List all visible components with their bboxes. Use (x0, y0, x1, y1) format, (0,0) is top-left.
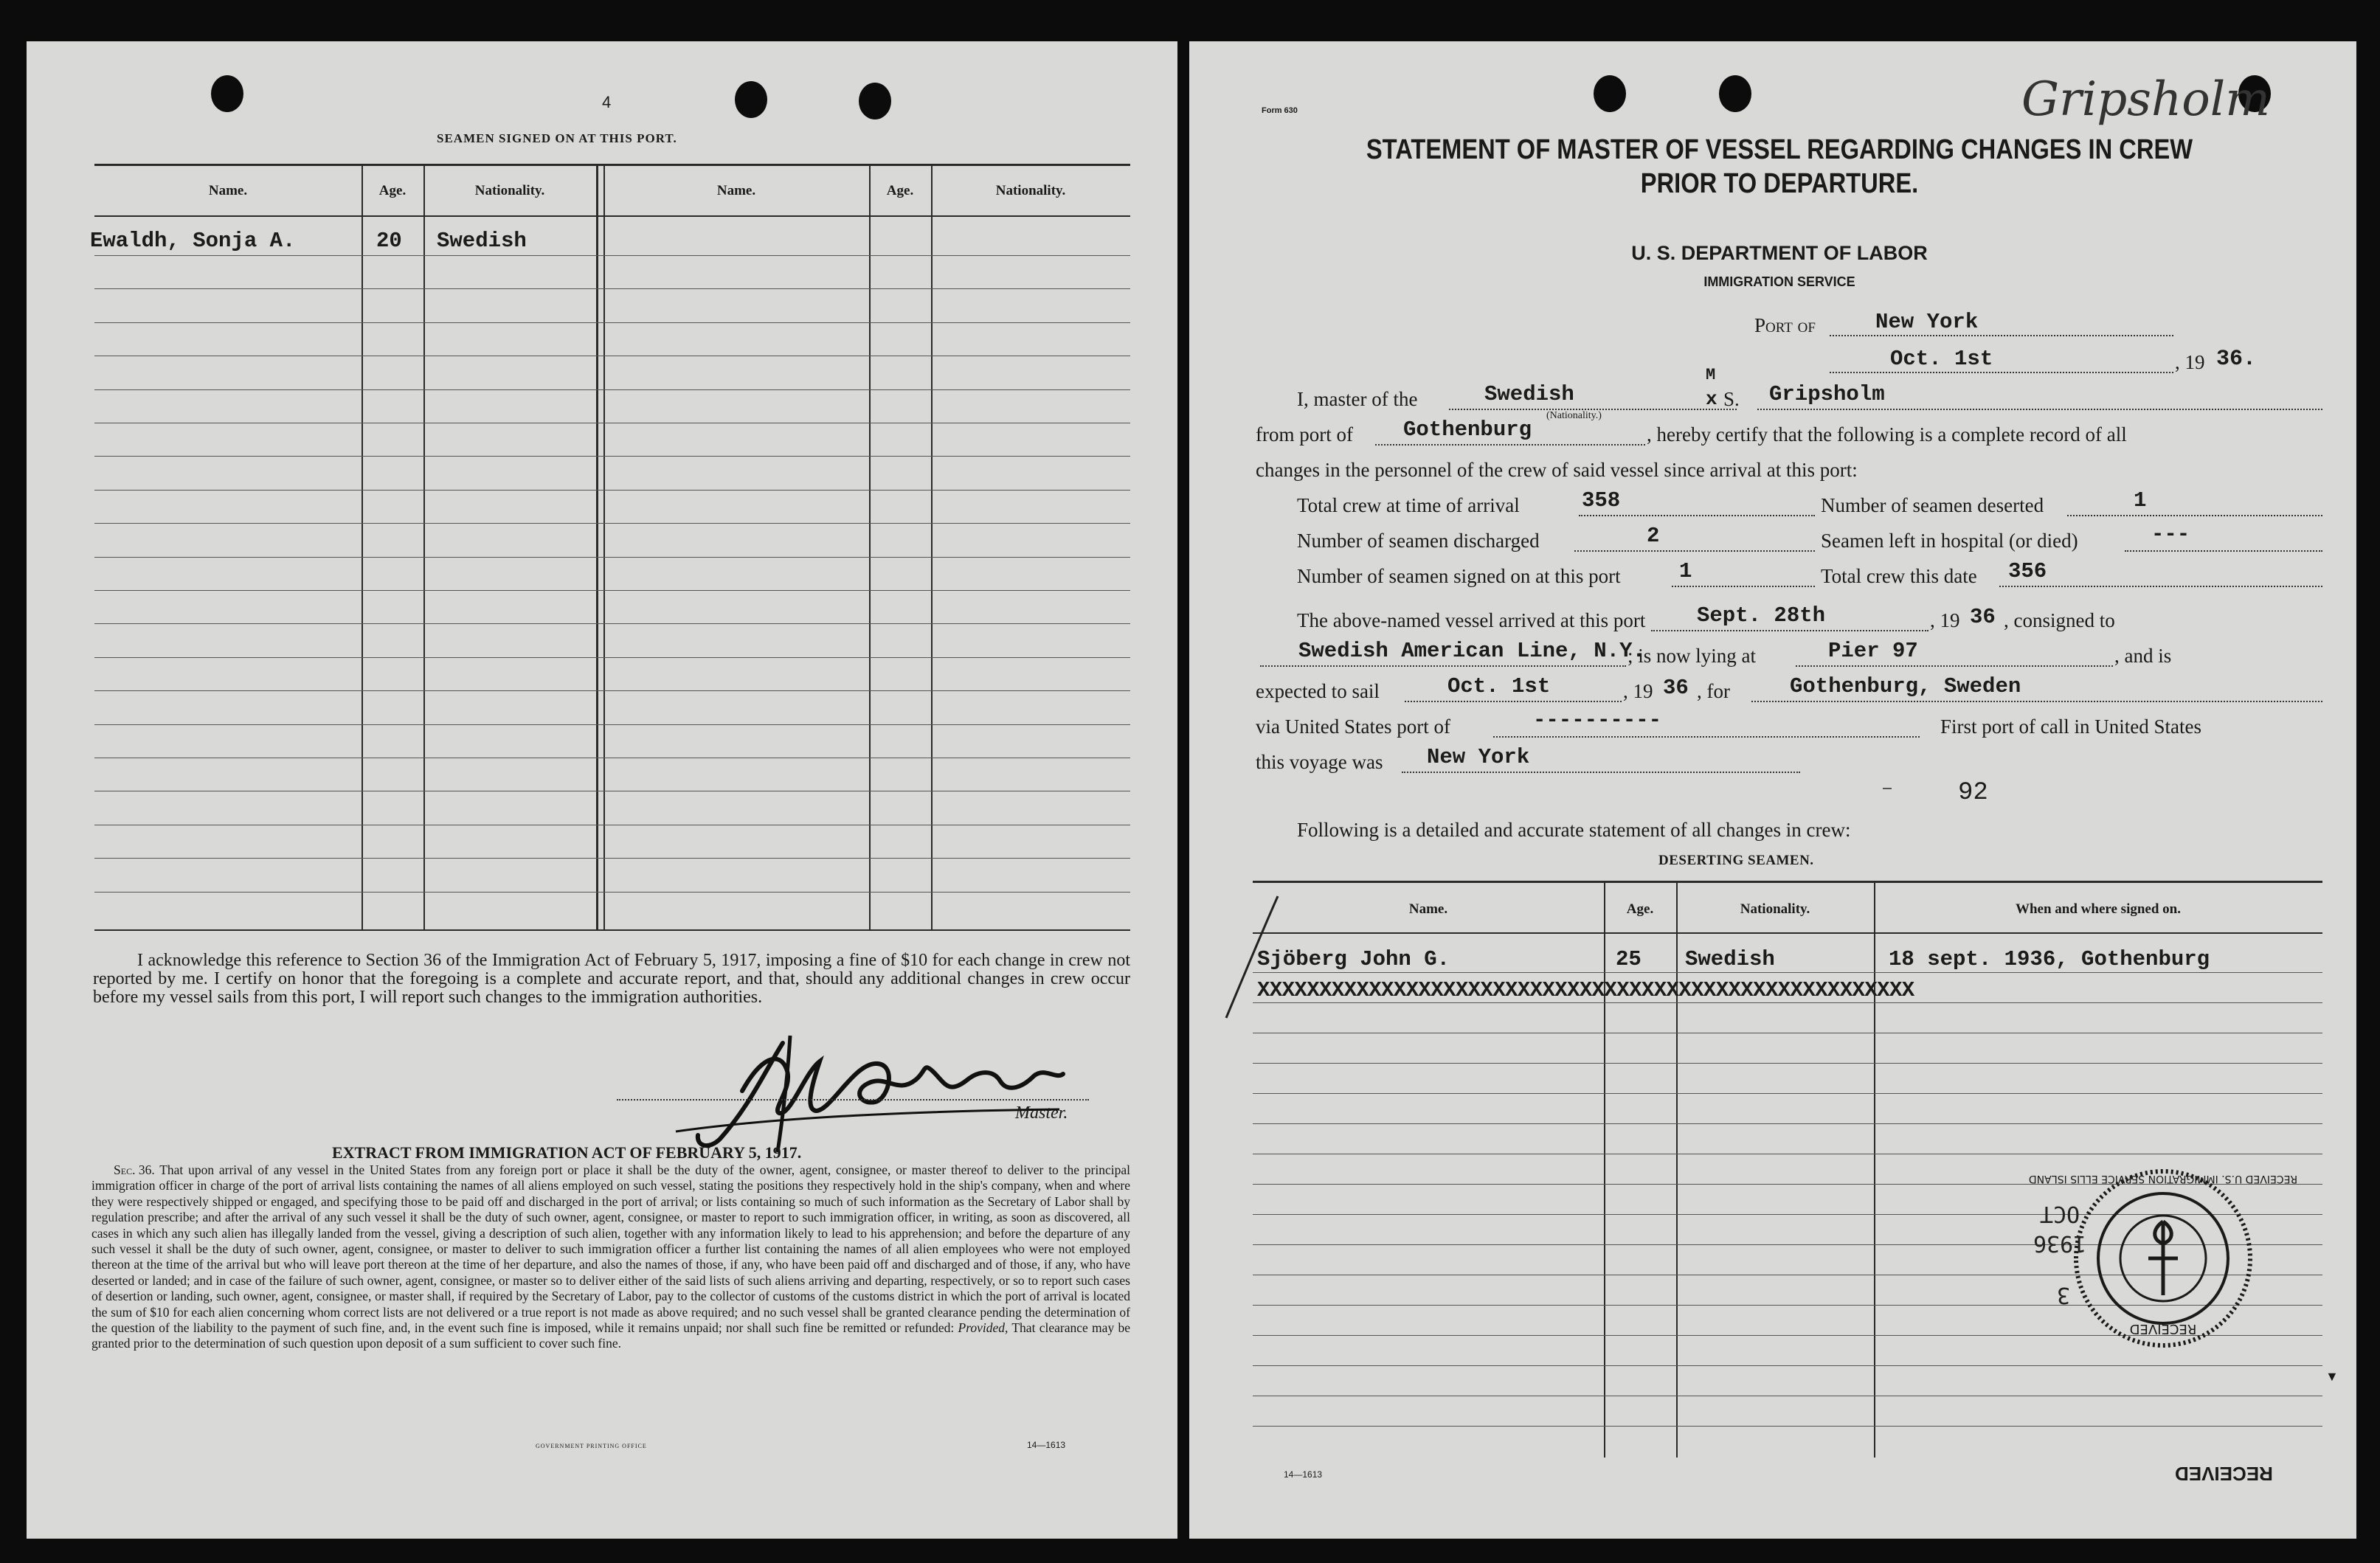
column-header-nationality: Nationality. (995, 183, 1066, 198)
from-port-line (1375, 444, 1645, 446)
table-row-rule (94, 557, 1130, 558)
total-arrival-line (1579, 515, 1815, 516)
signed-on-label: Number of seamen signed on at this port (1297, 565, 1621, 587)
extract-proviso: That clearance may be granted prior to the determination of such question upon deposit of a sum sufficient to cover such fine. (91, 1320, 1131, 1351)
acknowledgement-text: I acknowledge this reference to Section 36 of the Immigration Act of February 5, 1917, imposing a fine of $10 for each change in crew not reported by me. I certify on honor that the foregoing is a complete and accurate report, and that, should any additional changes in crew occur before my vessel sails from this port, I will report such changes to the immigration authorities. (93, 951, 1130, 1007)
table-row-rule (94, 657, 1130, 658)
table-row-rule (94, 858, 1130, 859)
table-row-rule (94, 490, 1130, 491)
table-row-rule (94, 456, 1130, 457)
table-row-rule (1253, 972, 2322, 973)
signature-line (617, 1099, 1089, 1101)
table-row-rule (94, 389, 1130, 390)
deserting-title: DESERTING SEAMEN. (1658, 853, 1814, 868)
column-divider (1874, 881, 1875, 1458)
discharged-label: Number of seamen discharged (1297, 530, 1540, 552)
extract-proviso-label: Provided, (958, 1320, 1009, 1336)
deserting-table-top (1253, 881, 2322, 883)
hospital-label: Seamen left in hospital (or died) (1821, 530, 2078, 552)
discharged-line (1574, 550, 1815, 552)
column-divider (362, 164, 363, 931)
expected-label: expected to sail (1256, 680, 1380, 702)
margin-tick (1883, 788, 1892, 789)
voyage-value: New York (1427, 745, 1530, 769)
column-divider (596, 164, 598, 931)
hospital-line (2125, 550, 2322, 552)
punch-hole (859, 83, 891, 119)
master-of-label: I, master of the (1297, 388, 1418, 410)
form-title-line1: STATEMENT OF MASTER OF VESSEL REGARDING CHANGES IN CREW (1366, 134, 2193, 165)
table-row-rule (94, 590, 1130, 591)
consigned-label: , consigned to (2004, 609, 2115, 631)
ss-struck: x (1706, 388, 1717, 410)
voyage-label: this voyage was (1256, 751, 1383, 773)
right-page (1189, 41, 2356, 1539)
vessel-line (1757, 409, 2322, 410)
table-top-rule (94, 164, 1130, 166)
punch-hole (1719, 75, 1751, 112)
column-divider (931, 164, 933, 931)
deserted-label: Number of seamen deserted (1821, 494, 2044, 516)
sail-year: 36 (1663, 676, 1689, 700)
left-page (27, 41, 1177, 1539)
table-row-rule (1253, 1123, 2322, 1124)
deserter-signed-on: 18 sept. 1936, Gothenburg (1889, 947, 2210, 971)
for-label: , for (1697, 680, 1730, 702)
voyage-line (1402, 772, 1800, 773)
table-row-rule (94, 255, 1130, 256)
column-header-age: Age. (378, 183, 407, 198)
table-header-rule (94, 215, 1130, 217)
column-header-age: Age. (886, 183, 914, 198)
column-header-name: Name. (208, 183, 248, 198)
page-number: 4 (602, 93, 612, 111)
stamp-date-month: OCT (2039, 1201, 2080, 1227)
deserted-value: 1 (2134, 488, 2147, 513)
table-row-rule (94, 690, 1130, 691)
year-value: 36. (2216, 347, 2257, 372)
column-header-nationality: Nationality. (474, 183, 545, 198)
stamp-date-year: 1936 (2033, 1230, 2087, 1256)
column-header-name: Name. (1408, 901, 1448, 917)
ms-label: S. (1723, 388, 1740, 410)
received-label: RECEIVED (2175, 1463, 2273, 1485)
sail-year-prefix: , 19 (1623, 680, 1653, 702)
extract-section-label: Sec. 36. (114, 1162, 155, 1177)
printer-note: GOVERNMENT PRINTING OFFICE (536, 1443, 647, 1449)
following-label: Following is a detailed and accurate statement of all changes in crew: (1297, 819, 1851, 841)
table-row-rule (94, 288, 1130, 289)
column-header-nationality: Nationality. (1740, 901, 1810, 917)
master-label: Master. (1015, 1103, 1068, 1123)
table-row-rule (1253, 1093, 2322, 1094)
extract-text (91, 1162, 1130, 1352)
punch-hole (735, 81, 767, 118)
from-port-label: from port of (1256, 423, 1353, 446)
total-date-value: 356 (2008, 559, 2047, 583)
arrived-label: The above-named vessel arrived at this port (1297, 609, 1646, 631)
sail-date-line (1405, 701, 1622, 702)
nationality-value: Swedish (1484, 382, 1574, 406)
table-row-rule (94, 892, 1130, 893)
from-port-value: Gothenburg (1403, 417, 1532, 442)
table-row-rule (1253, 1426, 2322, 1427)
form-number: Form 630 (1262, 106, 1298, 115)
deserter-age: 25 (1616, 947, 1642, 971)
table-row-rule (1253, 1063, 2322, 1064)
via-label: via United States port of (1256, 715, 1450, 738)
arrived-line (1651, 630, 1928, 631)
deserter-name: Sjöberg John G. (1257, 947, 1450, 971)
form-code: 14—1613 (1284, 1469, 1323, 1480)
master-signature (632, 1028, 1133, 1154)
column-divider (1676, 881, 1678, 1458)
arrived-value: Sept. 28th (1697, 603, 1826, 628)
lying-label: ; is now lying at (1627, 645, 1756, 667)
handwritten-note-text: Gripsholm (2021, 72, 2270, 127)
stamp-date (2023, 1162, 2097, 1332)
entry-name: Ewaldh, Sonja A. (90, 229, 296, 253)
nationality-caption: (Nationality.) (1546, 410, 1602, 421)
vessel-name: Gripsholm (1769, 382, 1885, 406)
total-date-label: Total crew this date (1821, 565, 1977, 587)
sail-date-value: Oct. 1st (1447, 674, 1551, 699)
deserting-table-header-rule (1253, 932, 2322, 934)
consignee-line (1260, 665, 1626, 667)
table-bottom-rule (94, 929, 1130, 931)
and-is-label: , and is (2114, 645, 2172, 667)
signed-on-value: 1 (1679, 559, 1692, 583)
year-prefix: , 19 (2175, 351, 2205, 373)
arrived-year: 36 (1970, 605, 1996, 629)
column-header-signed-on: When and where signed on. (2015, 901, 2181, 917)
destination-value: Gothenburg, Sweden (1790, 674, 2021, 699)
discharged-value: 2 (1647, 524, 1660, 548)
section-title: SEAMEN SIGNED ON AT THIS PORT. (437, 131, 677, 145)
column-divider (423, 164, 425, 931)
service-name: IMMIGRATION SERVICE (1703, 274, 1855, 289)
date-value: Oct. 1st (1890, 347, 1993, 371)
column-divider (1604, 881, 1605, 1458)
first-port-label: First port of call in United States (1940, 715, 2201, 738)
total-date-line (1999, 586, 2322, 587)
port-value: New York (1875, 310, 1979, 334)
column-header-age: Age. (1626, 901, 1654, 917)
department-name: U. S. DEPARTMENT OF LABOR (1631, 242, 1928, 264)
table-row-rule (94, 623, 1130, 624)
ms-correction: M (1706, 366, 1716, 384)
extract-body: That upon arrival of any vessel in the United States from any foreign port or place it shall be the duty of the owner, agent, consignee, or master thereof to deliver to the principal immigration officer in charge of the port of arrival lists containing the names of all aliens employed on such vessel, stating the positions they respectively hold in the ship's company, when and where they were respectively shipped or engaged, and specifying those to be paid off and discharged in the port of arrival; or lists containing so much of such information as the Secretary of Labor shall by regulation prescribe; and after the arrival of any such vessel it shall be the duty of such owner, agent, consignee, or master to report to such immigration officer, in writing, as soon as discovered, all cases in which any such alien has illegally landed from the vessel, giving a description of such alien, together with any information likely to lead to his apprehension; and before the departure of any such vessel it shall be the duty of such owner, agent, consignee, or master to deliver to such immigration officer a further list containing the names of all alien employees who were not employed thereon at the time of the arrival but who will leave port thereon at the time of her departure, and also the names of those, if any, who have been paid off and discharged and of those, if any, who have deserted or landed; and in case of the failure of such owner, agent, consignee, or master so to deliver either of the said lists of such aliens arriving and departing, respectively, or so to report such cases of desertion or landing, such owner, agent, consignee, or master shall, if required by the Secretary of Labor, pay to the collector of customs of the customs district in which the port of arrival is located the sum of $10 for each alien concerning whom correct lists are not delivered or a true report is not made as above required; and no such vessel shall be granted clearance pending the determination of the question of the liability to the payment of such fine, and, in the event such fine is imposed, while it remains unpaid; nor shall such fine be remitted or refunded: (91, 1162, 1130, 1336)
column-divider (869, 164, 871, 931)
deserter-nationality: Swedish (1685, 947, 1775, 971)
stamp-ring-text: RECEIVED U.S. IMMIGRATION SERVICE ELLIS ISLAND (2028, 1173, 2298, 1185)
table-row-rule (94, 523, 1130, 524)
destination-line (1751, 701, 2322, 702)
entry-nationality: Swedish (437, 229, 527, 253)
entry-age: 20 (376, 229, 402, 253)
pier-line (1796, 665, 2113, 667)
total-arrival-label: Total crew at time of arrival (1297, 494, 1520, 516)
extract-title: EXTRACT FROM IMMIGRATION ACT OF FEBRUARY 5, 1917. (332, 1143, 802, 1162)
signed-on-line (1672, 586, 1815, 587)
date-line (1830, 372, 2173, 373)
hospital-value: --- (2151, 522, 2190, 547)
struck-out-row: XXXXXXXXXXXXXXXXXXXXXXXXXXXXXXXXXXXXXXXXXXXXXXXXXXXXX (1257, 978, 1914, 1002)
consignee-value: Swedish American Line, N.Y. (1298, 639, 1645, 663)
form-code: 14—1613 (1027, 1440, 1066, 1450)
column-divider (603, 164, 605, 931)
deserted-line (2067, 515, 2322, 516)
punch-hole (1594, 75, 1626, 112)
certify-text-2: changes in the personnel of the crew of said vessel since arrival at this port: (1256, 459, 1858, 481)
port-label: Port of (1754, 314, 1816, 336)
stamp-top-text: RECEIVED (2129, 1321, 2197, 1337)
arrived-year-prefix: , 19 (1930, 609, 1960, 631)
table-row-rule (94, 724, 1130, 725)
column-header-name: Name. (716, 183, 756, 198)
certify-text: , hereby certify that the following is a complete record of all (1647, 423, 2127, 446)
table-row-rule (1253, 1002, 2322, 1003)
handwritten-note (2016, 63, 2270, 145)
via-line (1493, 736, 1920, 738)
total-arrival-value: 358 (1582, 488, 1621, 513)
port-line (1830, 335, 2173, 336)
margin-number: 92 (1958, 779, 1988, 807)
pier-value: Pier 97 (1828, 639, 1918, 663)
punch-hole (211, 75, 243, 112)
form-title-line2: PRIOR TO DEPARTURE. (1640, 168, 1919, 199)
table-row-rule (94, 322, 1130, 323)
edge-mark: ▼ (2325, 1369, 2339, 1384)
via-value: ---------- (1533, 708, 1662, 732)
stamp-date-day: 3 (2056, 1282, 2071, 1308)
